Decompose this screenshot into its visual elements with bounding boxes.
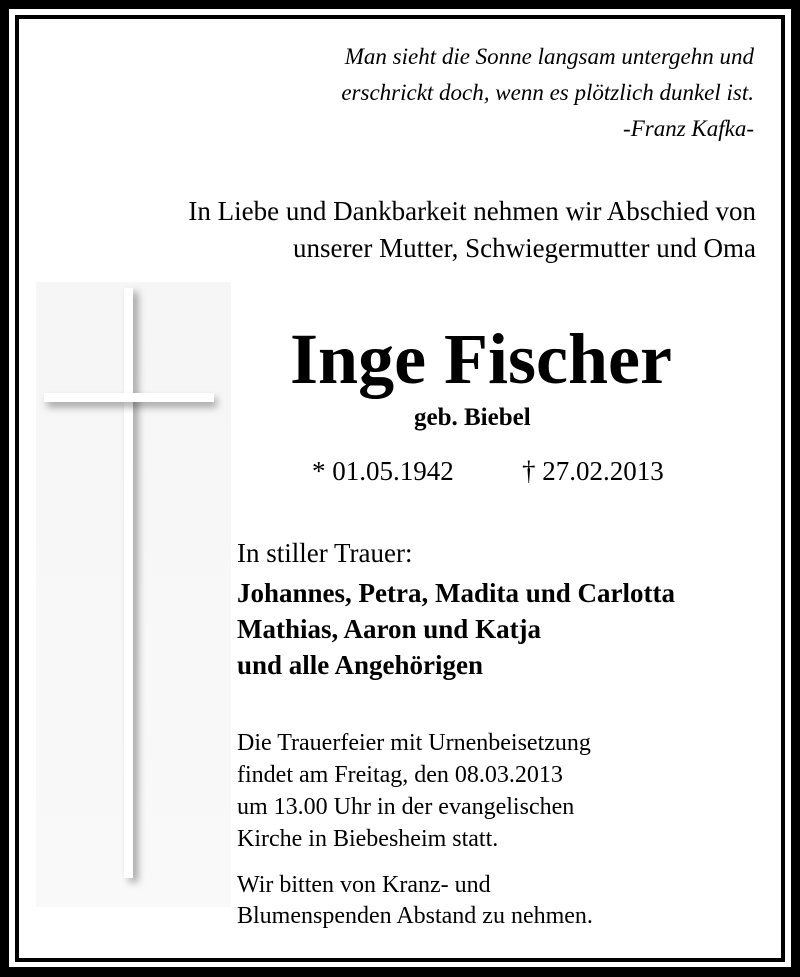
cross-icon-arm bbox=[44, 393, 214, 402]
funeral-line-1: Die Trauerfeier mit Urnenbeisetzung bbox=[237, 730, 591, 756]
birth-name: geb. Biebel bbox=[414, 404, 531, 431]
mourners-line-1: Johannes, Petra, Madita und Carlotta bbox=[237, 578, 675, 608]
birth-date: * 01.05.1942 bbox=[312, 456, 454, 486]
quote-author: -Franz Kafka- bbox=[623, 116, 754, 141]
mourners-line-2: Mathias, Aaron und Katja bbox=[237, 614, 542, 644]
cross-image bbox=[36, 282, 231, 907]
request-line-2: Blumenspenden Abstand zu nehmen. bbox=[237, 903, 593, 929]
deceased-name: Inge Fischer bbox=[290, 319, 672, 399]
quote-line-1: Man sieht die Sonne langsam untergehn und bbox=[344, 44, 754, 69]
funeral-line-4: Kirche in Biebesheim statt. bbox=[237, 826, 499, 852]
funeral-line-2: findet am Freitag, den 08.03.2013 bbox=[237, 762, 563, 788]
quote-line-2: erschrickt doch, wenn es plötzlich dunkel ist. bbox=[341, 80, 754, 105]
intro-line-2: unserer Mutter, Schwiegermutter und Oma bbox=[292, 233, 756, 263]
cross-icon bbox=[124, 288, 133, 878]
mourners-line-3: und alle Angehörigen bbox=[237, 650, 484, 680]
request-line-1: Wir bitten von Kranz- und bbox=[237, 872, 491, 898]
intro-line-1: In Liebe und Dankbarkeit nehmen wir Abschied von bbox=[188, 196, 756, 226]
funeral-line-3: um 13.00 Uhr in der evangelischen bbox=[237, 794, 575, 820]
mourners-heading: In stiller Trauer: bbox=[237, 538, 413, 568]
death-date: † 27.02.2013 bbox=[522, 456, 664, 486]
